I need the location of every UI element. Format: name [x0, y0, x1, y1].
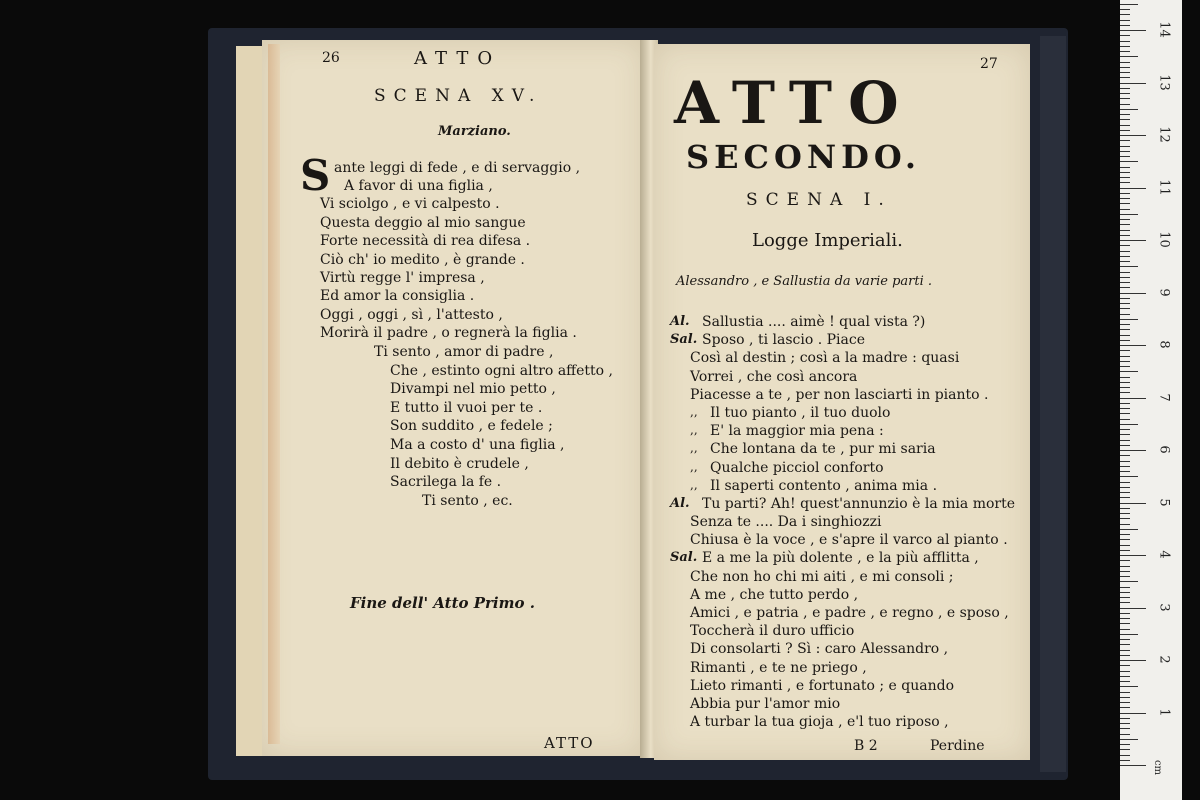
- ruler-number: 11: [1156, 178, 1172, 196]
- right-page: [654, 44, 1030, 760]
- dialogue-line: [670, 387, 1030, 405]
- ruler-tick: [1120, 361, 1130, 362]
- ruler-tick: [1120, 398, 1146, 399]
- ruler-tick: [1120, 707, 1130, 708]
- ruler-tick: [1120, 518, 1130, 519]
- ruler-tick: [1120, 62, 1130, 63]
- act-title: ATTO: [674, 69, 915, 137]
- ruler-tick: [1120, 539, 1130, 540]
- dialogue-text: Rimanti , e te ne priego ,: [690, 659, 867, 676]
- ruler-tick: [1120, 492, 1130, 493]
- quote-mark: ,,: [690, 441, 698, 456]
- ruler-tick: [1120, 424, 1138, 425]
- ruler-tick: [1120, 660, 1146, 661]
- ruler-tick: [1120, 209, 1130, 210]
- dialogue-line: [670, 714, 1030, 732]
- signature-mark: B 2: [854, 738, 878, 754]
- aria-line: Ma a costo d' una figlia ,: [390, 437, 565, 453]
- ruler-tick: [1120, 377, 1130, 378]
- ruler-tick: [1120, 408, 1130, 409]
- verse-line: Vi sciolgo , e vi calpesto .: [320, 196, 500, 213]
- ruler-tick: [1120, 455, 1130, 456]
- drop-cap: S: [300, 151, 331, 200]
- dialogue-text: Di consolarti ? Sì : caro Alessandro ,: [690, 641, 949, 658]
- verse-line: Questa deggio al mio sangue: [320, 214, 526, 231]
- end-of-act: Fine dell' Atto Primo .: [350, 594, 535, 612]
- ruler-tick: [1120, 665, 1130, 666]
- ruler-tick: [1120, 240, 1146, 241]
- ruler-tick: [1120, 324, 1130, 325]
- ruler-tick: [1120, 125, 1130, 126]
- ruler-tick: [1120, 104, 1130, 105]
- dialogue-text: Lieto rimanti , e fortunato ; e quando: [690, 677, 955, 694]
- speaker-marziano: Marziano.: [438, 124, 511, 139]
- ruler-tick: [1120, 46, 1130, 47]
- ruler-tick: [1120, 429, 1130, 430]
- ruler-tick: [1120, 576, 1130, 577]
- ruler-number: 9: [1156, 287, 1172, 297]
- ruler-tick: [1120, 587, 1130, 588]
- ruler-tick: [1120, 744, 1130, 745]
- ruler-number: 8: [1156, 340, 1172, 349]
- ruler-tick: [1120, 723, 1130, 724]
- first-verse-line: ante leggi di fede , e di servaggio ,: [334, 160, 581, 176]
- ruler-tick: [1120, 650, 1130, 651]
- ruler-tick: [1120, 618, 1130, 619]
- dialogue-line: [670, 314, 1030, 332]
- ruler-tick: [1120, 319, 1138, 320]
- dialogue-line: [670, 460, 1030, 478]
- ruler-tick: [1120, 114, 1130, 115]
- verse-line: Forte necessità di rea difesa .: [320, 233, 531, 250]
- ruler-tick: [1120, 634, 1138, 635]
- measuring-ruler: [1120, 0, 1182, 800]
- dialogue-line: [670, 369, 1030, 387]
- dialogue-text: Che lontana da te , pur mi saria: [710, 441, 936, 458]
- cover-edge: [1040, 36, 1066, 772]
- ruler-tick: [1120, 450, 1146, 451]
- ruler-tick: [1120, 623, 1130, 624]
- ruler-tick: [1120, 56, 1138, 57]
- ruler-tick: [1120, 224, 1130, 225]
- quote-mark: ,,: [690, 459, 698, 474]
- aria-line: Ti sento , ec.: [422, 492, 513, 509]
- act-subtitle: SECONDO.: [686, 138, 921, 176]
- ruler-number: 14: [1156, 21, 1172, 38]
- ruler-tick: [1120, 277, 1130, 278]
- ruler-tick: [1120, 93, 1130, 94]
- dialogue-line: [670, 532, 1030, 550]
- dialogue-text: A me , che tutto perdo ,: [690, 586, 859, 603]
- aria-line: Ti sento , amor di padre ,: [374, 344, 554, 360]
- ruler-tick: [1120, 566, 1130, 567]
- ruler-tick: [1120, 25, 1130, 26]
- ruler-tick: [1120, 760, 1130, 761]
- ruler-tick: [1120, 445, 1130, 446]
- ruler-tick: [1120, 14, 1130, 15]
- dialogue-line: [670, 423, 1030, 441]
- ruler-tick: [1120, 345, 1146, 346]
- dialogue-line: [670, 350, 1030, 368]
- ruler-tick: [1120, 350, 1130, 351]
- ruler-tick: [1120, 471, 1130, 472]
- ruler-tick: [1120, 161, 1138, 162]
- dialogue-text: Il saperti contento , anima mia .: [710, 477, 938, 494]
- stage-direction: Alessandro , e Sallustia da varie parti .: [676, 274, 933, 289]
- ruler-tick: [1120, 555, 1146, 556]
- ruler-tick: [1120, 676, 1130, 677]
- ruler-tick: [1120, 419, 1130, 420]
- ruler-tick: [1120, 613, 1130, 614]
- dialogue-line: [670, 514, 1030, 532]
- ruler-tick: [1120, 692, 1130, 693]
- dialogue-line: [670, 623, 1030, 641]
- ruler-tick: [1120, 702, 1130, 703]
- ruler-tick: [1120, 109, 1138, 110]
- dialogue-line: [670, 478, 1030, 496]
- dialogue-line: [670, 587, 1030, 605]
- ruler-tick: [1120, 30, 1146, 31]
- ruler-tick: [1120, 235, 1130, 236]
- dialogue-text: Piacesse a te , per non lasciarti in pianto .: [690, 386, 989, 403]
- ruler-tick: [1120, 434, 1130, 435]
- ruler-tick: [1120, 130, 1130, 131]
- dialogue-speaker: Sal.: [670, 332, 698, 348]
- ruler-tick: [1120, 440, 1130, 441]
- ruler-tick: [1120, 629, 1130, 630]
- ruler-tick: [1120, 697, 1130, 698]
- ruler-tick: [1120, 497, 1130, 498]
- dialogue-text: E a me la più dolente , e la più afflitta ,: [702, 550, 979, 567]
- quote-mark: ,,: [690, 423, 698, 438]
- ruler-tick: [1120, 728, 1130, 729]
- ruler-number: 2: [1156, 655, 1172, 664]
- ruler-tick: [1120, 182, 1130, 183]
- ruler-tick: [1120, 476, 1138, 477]
- ruler-tick: [1120, 245, 1130, 246]
- ruler-tick: [1120, 482, 1130, 483]
- ruler-tick: [1120, 413, 1130, 414]
- ruler-number: 5: [1156, 497, 1172, 507]
- ruler-tick: [1120, 366, 1130, 367]
- ruler-tick: [1120, 387, 1130, 388]
- ruler-tick: [1120, 251, 1130, 252]
- verse-line: Virtù regge l' impresa ,: [320, 270, 485, 286]
- ruler-tick: [1120, 177, 1130, 178]
- ruler-tick: [1120, 298, 1130, 299]
- ruler-tick: [1120, 203, 1130, 204]
- verse-line: A favor di una figlia ,: [344, 178, 493, 194]
- ruler-tick: [1120, 72, 1130, 73]
- ruler-number: 7: [1156, 392, 1172, 402]
- ruler-tick: [1120, 718, 1130, 719]
- ruler-tick: [1120, 272, 1130, 273]
- ruler-tick: [1120, 592, 1130, 593]
- ruler-tick: [1120, 167, 1130, 168]
- dialogue-text: Che non ho chi mi aiti , e mi consoli ;: [690, 568, 954, 585]
- quote-mark: ,,: [690, 404, 698, 419]
- dialogue-speaker: Al.: [670, 495, 690, 511]
- dialogue-text: Abbia pur l'amor mio: [690, 695, 841, 712]
- ruler-tick: [1120, 765, 1146, 766]
- ruler-tick: [1120, 172, 1130, 173]
- ruler-tick: [1120, 219, 1130, 220]
- ruler-tick: [1120, 487, 1130, 488]
- verse-line: Ciò ch' io medito , è grande .: [320, 251, 525, 268]
- right-page-number: 27: [980, 56, 998, 72]
- ruler-tick: [1120, 571, 1130, 572]
- dialogue-line: [670, 641, 1030, 659]
- dialogue-text: Tu parti? Ah! quest'annunzio è la mia morte: [702, 495, 1016, 512]
- left-catchword: ATTO: [544, 734, 595, 752]
- ruler-unit: cm: [1152, 759, 1164, 776]
- dialogue-speaker: Sal.: [670, 550, 698, 566]
- scene-heading-left: SCENA XV.: [374, 86, 543, 106]
- ruler-tick: [1120, 513, 1130, 514]
- ruler-tick: [1120, 356, 1130, 357]
- ruler-tick: [1120, 749, 1130, 750]
- ruler-tick: [1120, 156, 1130, 157]
- ruler-number: 12: [1156, 126, 1172, 143]
- aria-line: Il debito è crudele ,: [390, 455, 529, 472]
- aria-line: Divampi nel mio petto ,: [390, 381, 556, 398]
- ruler-tick: [1120, 550, 1130, 551]
- page-foxing: [268, 44, 280, 744]
- dialogue-text: Così al destin ; così a la madre : quasi: [690, 350, 960, 367]
- ruler-tick: [1120, 686, 1138, 687]
- ruler-tick: [1120, 314, 1130, 315]
- ruler-tick: [1120, 403, 1130, 404]
- ruler-tick: [1120, 20, 1130, 21]
- ruler-tick: [1120, 597, 1130, 598]
- ruler-tick: [1120, 230, 1130, 231]
- ruler-tick: [1120, 188, 1146, 189]
- ruler-tick: [1120, 140, 1130, 141]
- ruler-number: 3: [1156, 602, 1172, 612]
- dialogue-text: Vorrei , che così ancora: [690, 368, 858, 385]
- dialogue-text: Toccherà il duro ufficio: [690, 623, 855, 640]
- ruler-tick: [1120, 371, 1138, 372]
- dialogue-text: Sposo , ti lascio . Piace: [702, 332, 865, 349]
- ruler-number: 1: [1156, 707, 1172, 717]
- ruler-tick: [1120, 639, 1130, 640]
- ruler-tick: [1120, 41, 1130, 42]
- ruler-tick: [1120, 329, 1130, 330]
- ruler-tick: [1120, 135, 1146, 136]
- dialogue-text: Amici , e patria , e padre , e regno , e sposo ,: [690, 605, 1009, 621]
- ruler-tick: [1120, 755, 1130, 756]
- dialogue-line: [670, 678, 1030, 696]
- dialogue-line: [670, 605, 1030, 623]
- ruler-tick: [1120, 303, 1130, 304]
- ruler-tick: [1120, 335, 1130, 336]
- ruler-tick: [1120, 392, 1130, 393]
- ruler-number: 6: [1156, 445, 1172, 454]
- dialogue-text: Chiusa è la voce , e s'apre il varco al pianto .: [690, 532, 1008, 549]
- dialogue-text: E' la maggior mia pena :: [710, 423, 884, 440]
- ruler-tick: [1120, 88, 1130, 89]
- ruler-tick: [1120, 655, 1130, 656]
- ruler-tick: [1120, 503, 1146, 504]
- ruler-tick: [1120, 713, 1146, 714]
- ruler-number: 10: [1156, 231, 1172, 248]
- dialogue-text: Senza te .... Da i singhiozzi: [690, 514, 882, 531]
- ruler-tick: [1120, 146, 1130, 147]
- dialogue-text: Qualche picciol conforto: [710, 459, 884, 476]
- aria-line: Son suddito , e fedele ;: [390, 418, 553, 435]
- ruler-tick: [1120, 545, 1130, 546]
- dialogue-text: A turbar la tua gioja , e'l tuo riposo ,: [690, 714, 949, 731]
- ruler-number: 4: [1156, 550, 1172, 559]
- ruler-tick: [1120, 67, 1130, 68]
- ruler-tick: [1120, 9, 1130, 10]
- ruler-tick: [1120, 508, 1130, 509]
- running-head: ATTO: [414, 48, 502, 69]
- aria-line: Che , estinto ogni altro affetto ,: [390, 362, 613, 379]
- ruler-tick: [1120, 193, 1130, 194]
- left-page: [262, 40, 644, 756]
- quote-mark: ,,: [690, 477, 698, 492]
- dialogue-text: Il tuo pianto , il tuo duolo: [710, 404, 891, 421]
- dialogue-line: [670, 660, 1030, 678]
- ruler-tick: [1120, 461, 1130, 462]
- ruler-tick: [1120, 83, 1146, 84]
- ruler-tick: [1120, 308, 1130, 309]
- ruler-tick: [1120, 119, 1130, 120]
- ruler-tick: [1120, 581, 1138, 582]
- aria-line: E tutto il vuoi per te .: [390, 399, 543, 416]
- ruler-tick: [1120, 644, 1130, 645]
- dialogue-line: [670, 441, 1030, 459]
- ruler-tick: [1120, 282, 1130, 283]
- ruler-tick: [1120, 256, 1130, 257]
- verse-line: Morirà il padre , o regnerà la figlia .: [320, 325, 577, 342]
- dialogue-line: [670, 569, 1030, 587]
- scene-location: Logge Imperiali.: [752, 230, 903, 251]
- dialogue-line: [670, 496, 1030, 514]
- right-verse-block: [670, 314, 1030, 732]
- ruler-tick: [1120, 529, 1138, 530]
- dialogue-speaker: Al.: [670, 314, 690, 329]
- ruler-tick: [1120, 524, 1130, 525]
- scene-heading-right: SCENA I.: [746, 190, 892, 210]
- dialogue-line: [670, 550, 1030, 568]
- left-page-number: 26: [322, 50, 340, 66]
- ruler-tick: [1120, 466, 1130, 467]
- ruler-tick: [1120, 51, 1130, 52]
- ruler-tick: [1120, 293, 1146, 294]
- ruler-tick: [1120, 35, 1130, 36]
- verse-line: Ed amor la consiglia .: [320, 288, 475, 305]
- ruler-tick: [1120, 560, 1130, 561]
- ruler-tick: [1120, 266, 1138, 267]
- ruler-tick: [1120, 4, 1138, 5]
- aria-line: Sacrilega la fe .: [390, 474, 502, 491]
- ruler-tick: [1120, 739, 1138, 740]
- dialogue-text: Sallustia .... aimè ! qual vista ?): [702, 314, 926, 330]
- ruler-tick: [1120, 77, 1130, 78]
- ruler-tick: [1120, 287, 1130, 288]
- ruler-tick: [1120, 340, 1130, 341]
- ruler-tick: [1120, 602, 1130, 603]
- ruler-tick: [1120, 734, 1130, 735]
- ruler-tick: [1120, 98, 1130, 99]
- ruler-tick: [1120, 671, 1130, 672]
- ruler-tick: [1120, 198, 1130, 199]
- ruler-tick: [1120, 681, 1130, 682]
- ruler-tick: [1120, 534, 1130, 535]
- dialogue-line: [670, 405, 1030, 423]
- ruler-tick: [1120, 261, 1130, 262]
- ruler-tick: [1120, 151, 1130, 152]
- ruler-tick: [1120, 214, 1138, 215]
- dialogue-line: [670, 696, 1030, 714]
- ruler-tick: [1120, 608, 1146, 609]
- verse-line: Oggi , oggi , sì , l'attesto ,: [320, 306, 503, 323]
- dialogue-line: [670, 332, 1030, 350]
- ruler-number: 13: [1156, 73, 1172, 91]
- right-catchword: Perdine: [930, 738, 985, 754]
- ruler-tick: [1120, 382, 1130, 383]
